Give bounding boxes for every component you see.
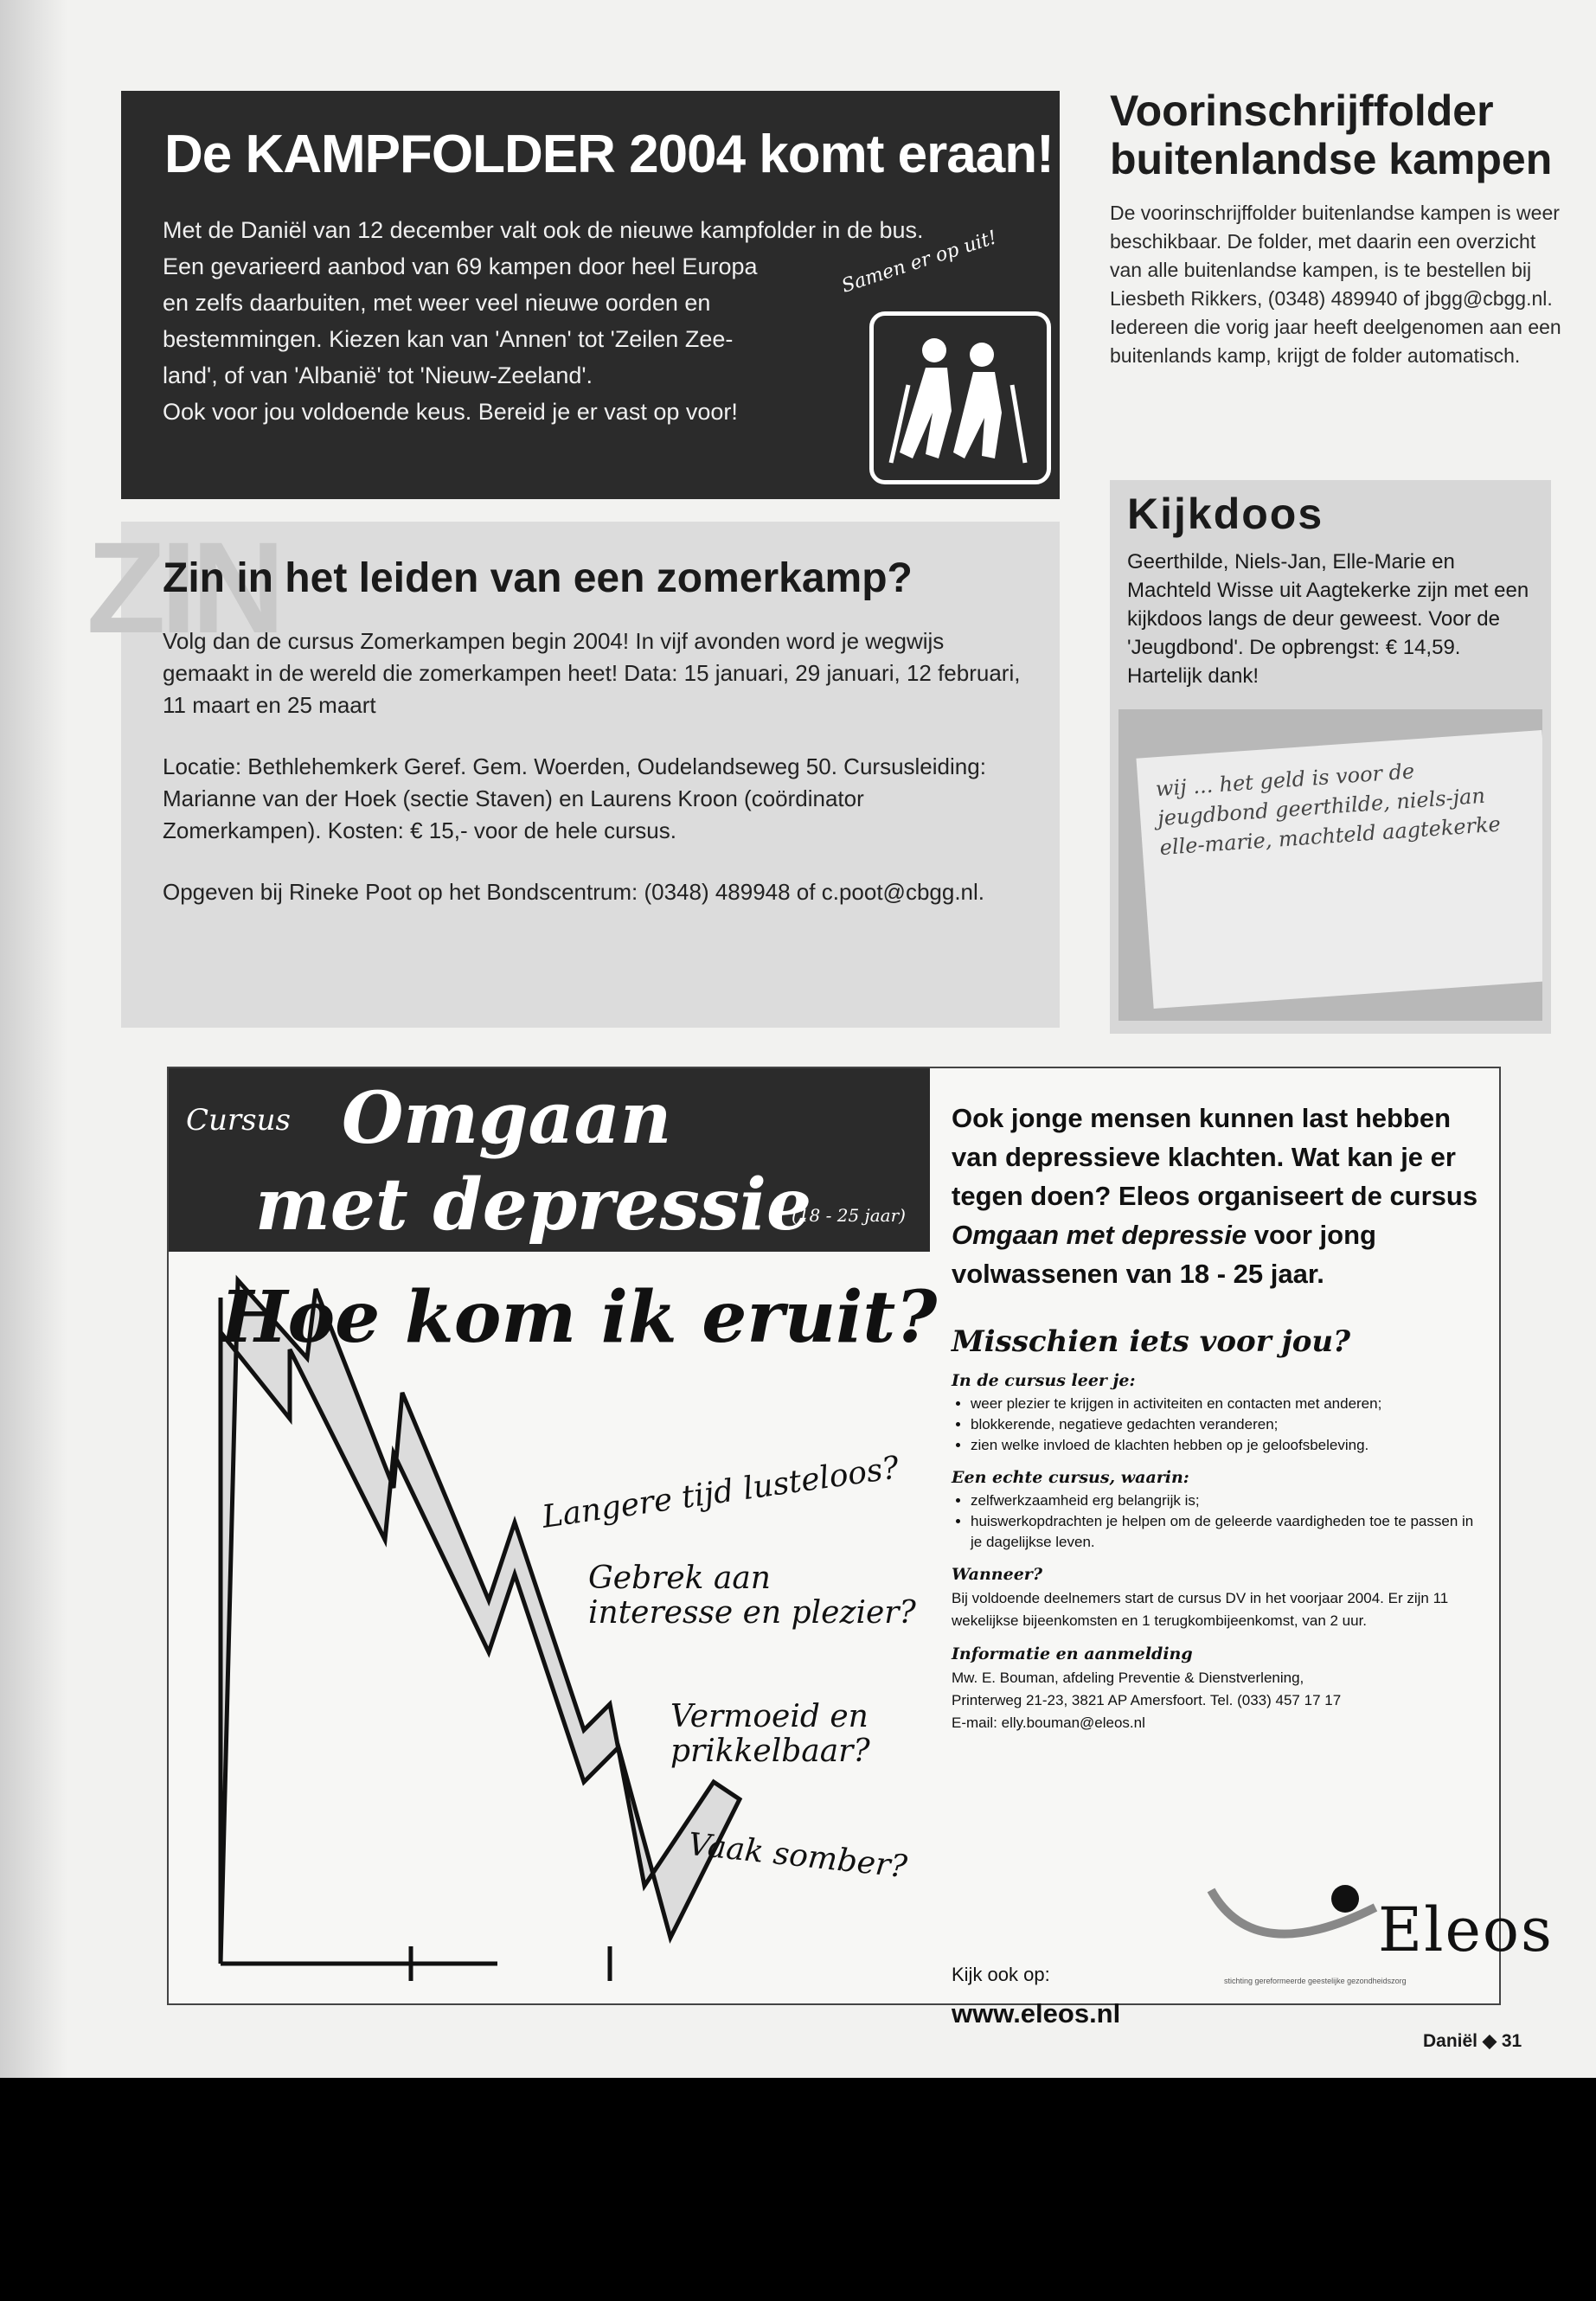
kijkdoos-box (1110, 480, 1551, 1034)
zomerkamp-ghost-text: ZIN (87, 515, 280, 660)
voorinschrijf-title-line2: buitenlandse kampen (1110, 135, 1553, 183)
eleos-logo-subtitle: stichting gereformeerde geestelijke gezondheidszorg (1224, 1977, 1407, 1985)
depressie-intro-a: Ook jonge mensen kunnen last hebben van depressieve klachten. Wat kan je er tegen doen? Eleos organiseert de cursus (952, 1103, 1478, 1211)
kampfolder-line: Met de Daniël van 12 december valt ook de nieuwe kampfolder in de bus. (163, 217, 924, 243)
echte-heading: Een echte cursus, waarin: (952, 1468, 1189, 1487)
voorinschrijf-body: De voorinschrijffolder buitenlandse kampen is weer beschikbaar. De folder, met daarin een overzicht van alle buitenlandse kampen, is te bestellen bij Liesbeth Rikkers, (0348) 489940 of jbgg@cbgg.nl. Iedereen die vorig jaar heeft deelgenomen aan een buitenlands kamp, krijgt de folder automatisch. (1110, 202, 1561, 367)
eleos-logo-text: Eleos (1378, 1894, 1554, 1965)
list-item: • blokkerende, negatieve gedachten veranderen; (971, 1414, 1488, 1435)
depressie-banner (169, 1068, 930, 1252)
zomerkamp-paragraph: Locatie: Bethlehemkerk Geref. Gem. Woerden, Oudelandseweg 50. Cursusleiding: Marianne van der Hoek (sectie Staven) en Laurens Kroon (coördinator Zomerkampen). Kosten: € 15,- voor de hele cursus. (163, 753, 986, 843)
banner-cursus: Cursus (186, 1103, 291, 1138)
kampfolder-line: Een gevarieerd aanbod van 69 kampen door heel Europa (163, 253, 758, 279)
depressie-intro-em: Omgaan met depressie (952, 1220, 1247, 1250)
echte-list (952, 1490, 1488, 1553)
banner-omgaan: Omgaan (342, 1077, 672, 1160)
depressie-ad (167, 1067, 1554, 2029)
kijkdoos-handwritten-note: wij ... het geld is voor de jeugdbond geerthilde, niels-jan elle-marie, machteld aagtekerke (1136, 730, 1542, 1009)
kijkdoos-title: Kijkdoos (1127, 490, 1324, 538)
leer-heading: In de cursus leer je: (952, 1371, 1136, 1390)
question-vermoeid-line2: prikkelbaar? (670, 1734, 870, 1769)
list-item: • zien welke invloed de klachten hebben op je geloofsbeleving. (971, 1435, 1488, 1456)
info-email: E-mail: elly.bouman@eleos.nl (952, 1715, 1145, 1731)
scan-border (0, 2078, 1596, 2301)
kampfolder-line: Ook voor jou voldoende keus. Bereid je er vast op voor! (163, 399, 738, 425)
info-heading: Informatie en aanmelding (952, 1644, 1193, 1663)
kijkdoos-body: Geerthilde, Niels-Jan, Elle-Marie en Machteld Wisse uit Aagtekerke zijn met een kijkdoos langs de deur geweest. Voor de 'Jeugdbond'. De opbrengst: € 14,59. Hartelijk dank! (1127, 550, 1529, 688)
zomerkamp-box (87, 515, 1060, 1028)
question-interesse-line1: Gebrek aan (588, 1561, 771, 1596)
question-interesse-line2: interesse en plezier? (588, 1595, 916, 1631)
wanneer-heading: Wanneer? (952, 1565, 1042, 1584)
zomerkamp-title: Zin in het leiden van een zomerkamp? (163, 555, 913, 601)
question-somber: Vaak somber? (686, 1826, 909, 1886)
page-edge-shadow (0, 0, 67, 2078)
kampfolder-line: land', of van 'Albanië' tot 'Nieuw-Zeeland'. (163, 362, 593, 388)
leer-list (952, 1394, 1488, 1456)
misschien-heading: Misschien iets voor jou? (952, 1324, 1351, 1359)
info-line: Mw. E. Bouman, afdeling Preventie & Dienstverlening, (952, 1670, 1304, 1686)
voorinschrijf-title (1110, 87, 1568, 183)
question-vermoeid-line1: Vermoeid en (670, 1699, 869, 1734)
kampfolder-line: bestemmingen. Kiezen kan van 'Annen' tot 'Zeilen Zee- (163, 326, 734, 352)
kampfolder-slogan: Samen er op uit! (839, 227, 1000, 298)
zomerkamp-paragraph: Opgeven bij Rineke Poot op het Bondscentrum: (0348) 489948 of c.poot@cbgg.nl. (163, 879, 985, 905)
eleos-url-link[interactable]: www.eleos.nl (952, 1998, 1121, 2029)
question-lusteloos: Langere tijd lusteloos? (540, 1450, 901, 1535)
voorinschrijf-section (1110, 87, 1568, 370)
hikers-logo-icon (869, 311, 1051, 484)
depressie-headline: Hoe kom ik eruit? (221, 1276, 938, 1359)
wanneer-text: Bij voldoende deelnemers start de cursus DV in het voorjaar 2004. Er zijn 11 wekelijkse bijeenkomsten en 1 terugkombijeenkomst, van 2 uur. (952, 1590, 1449, 1629)
kijkdoos-photo (1118, 709, 1542, 1021)
list-item: • huiswerkopdrachten je helpen om de geleerde vaardigheden toe te passen in je dagelijkse leven. (971, 1511, 1488, 1553)
kampfolder-line: en zelfs daarbuiten, met weer veel nieuwe oorden en (163, 290, 711, 316)
list-item: • weer plezier te krijgen in activiteiten en contacten met anderen; (971, 1394, 1488, 1414)
zomerkamp-text (163, 625, 1028, 938)
info-line: Printerweg 21-23, 3821 AP Amersfoort. Tel. (033) 457 17 17 (952, 1692, 1342, 1708)
list-item: • zelfwerkzaamheid erg belangrijk is; (971, 1490, 1488, 1511)
banner-age: (18 - 25 jaar) (792, 1205, 906, 1226)
eleos-logo-icon (1202, 1873, 1384, 1977)
page-number: Daniël ◆ 31 (1423, 2031, 1522, 2051)
depressie-intro-b: voor jong volwassenen van 18 - 25 jaar. (952, 1220, 1376, 1289)
banner-met-depressie: met depressie (255, 1163, 812, 1247)
zomerkamp-paragraph: Volg dan de cursus Zomerkampen begin 2004! In vijf avonden word je wegwijs gemaakt in de wereld die zomerkampen heet! Data: 15 januari, 29 januari, 12 februari, 11 maart en 25 maart (163, 628, 1021, 718)
kampfolder-body (163, 212, 941, 430)
kampfolder-title: De KAMPFOLDER 2004 komt eraan! (164, 125, 1054, 184)
kampfolder-box (121, 91, 1060, 499)
depressie-intro (952, 1099, 1488, 1293)
voorinschrijf-title-line1: Voorinschrijffolder (1110, 87, 1494, 135)
kijk-ook-label: Kijk ook op: (952, 1964, 1050, 1985)
question-vermoeid (670, 1700, 870, 1769)
question-interesse (588, 1561, 916, 1631)
